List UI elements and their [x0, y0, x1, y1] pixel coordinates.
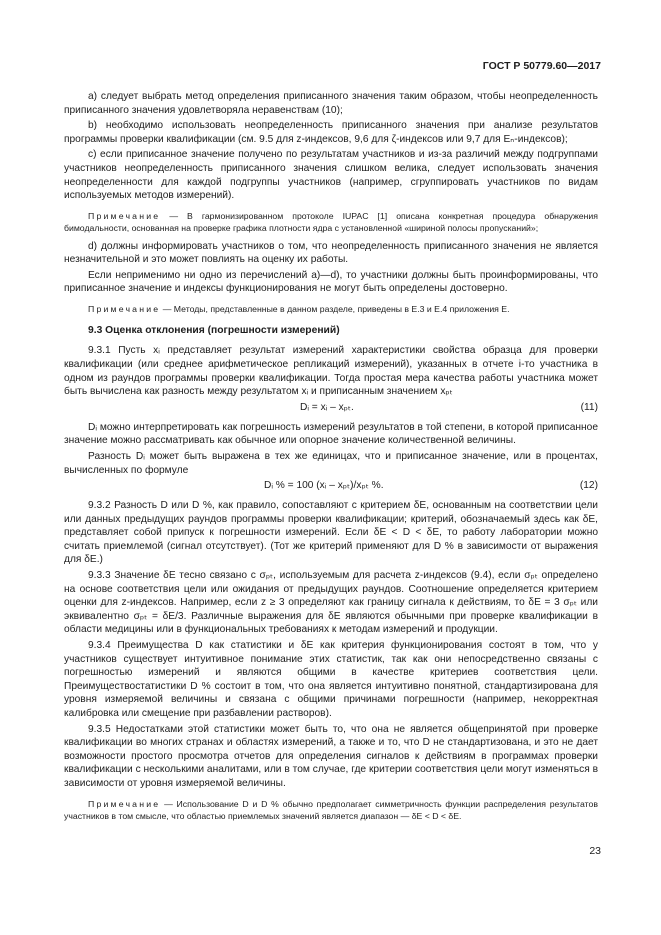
equation-number: (12) [579, 480, 598, 492]
paragraph-inform: Если неприменимо ни одно из перечислений а)—d), то участники должны быть проинформированы, что приписанное значение и индексы функционирования не могут быть определены достоверно. [64, 269, 598, 295]
paragraph-9-3-3: 9.3.3 Значение δE тесно связано с σₚₜ, используемым для расчета z-индексов (9.4), если σₚₜ определено на основе соответствия цели или ожидания от предыдущих раундов. Соотношение определяется критерием оценки для z-индексов. Например, если z ≥ 3 определяют как границу сигнала к действиям, то δE = 3 σₚₜ или эквивалентно σₚₜ = δE/3. Различные выражения для δE являются обычными при проверке квалификации в области медицины или в функциональных требованиях к методам измерений и продукции. [64, 570, 598, 636]
equation-12 [64, 479, 598, 496]
note-text: — Использование D и D % обычно предполагает симметричность функции распределения результатов участников в том смысле, что областью приемлемых значений является диапазон — δE < D < δE. [64, 798, 598, 821]
note-label: Примечание [88, 210, 161, 221]
note-symmetry [64, 798, 598, 823]
paragraph-9-3-5: 9.3.5 Недостатками этой статистики может быть то, что она не является общепринятой при проверке квалификации во многих странах и областях измерений, а также и то, что D не стандартизована, и это не дает возможности простого просмотра отчетов для определения сигналов к действиям в программах проверки квалификации с несколькими аналитами, или в том случае, где критерии соответствия цели могут изменяться в зависимости от уровня измеряемой величины. [64, 723, 598, 789]
paragraph-9-3-2: 9.3.2 Разность D или D %, как правило, сопоставляют с критерием δE, основанным на соответствии цели или данных предыдущих раундов программы проверки квалификации; критерий, обозначаемый здесь как δE, представляет собой припуск к погрешности измерений. Если δE < D < δE, то работу лаборатории можно считать приемлемой (сигнал отсутствует). (Тот же критерий применяют для D % в зависимости от выражения для δE.) [64, 500, 598, 566]
standard-header: ГОСТ Р 50779.60—2017 [482, 60, 601, 72]
page-number: 23 [589, 845, 601, 857]
item-b: b) необходимо использовать неопределенность приписанного значения при анализе результатов программы проверки квалификации (см. 9.5 для z-индексов, 9,6 для ζ-индексов или 9,7 для Eₙ-индексов); [64, 120, 598, 145]
note-label: Примечание [88, 303, 161, 314]
equation-formula: Dᵢ % = 100 (xᵢ – xₚₜ)/xₚₜ %. [264, 480, 384, 492]
equation-number: (11) [580, 401, 598, 413]
note-text: — Методы, представленные в данном разделе, приведены в Е.3 и Е.4 приложения Е. [160, 303, 510, 314]
paragraph-9-3-4: 9.3.4 Преимущества D как статистики и δE как критерия функционирования состоят в том, что у участников существует интуитивное понимание этих статистик, так как они непосредственно связаны с погрешностью измерений и являются общими в качестве критериев соответствия цели. Преимуществостатистики D % состоит в том, что она является интуитивно понятной, стандартизирована для уровня измеряемой величины и связана с общими причинами погрешности (например, некорректная калибровка или смещение при разбавлении растворов). [64, 640, 598, 719]
equation-formula: Dᵢ = xᵢ – xₚₜ. [300, 401, 354, 413]
paragraph-9-3-1: 9.3.1 Пусть xᵢ представляет результат измерений характеристики свойства образца для проверки квалификации (или среднее арифметическое репликаций измерений), указанных в отчете i-то участника в одном из раундов программы проверки квалификации. Тогда простая мера качества работы участника может быть вычислена как разность между результатом xᵢ и приписанным значением xₚₜ [64, 345, 598, 398]
equation-11 [64, 401, 598, 418]
note-text: — В гармонизированном протоколе IUPAC [1] описана конкретная процедура обнаружения бимодальности, основанная на проверке графика плотности ядра с установленной «шириной полосы пропусканий»; [64, 210, 598, 234]
paragraph-interpret: Dᵢ можно интерпретировать как погрешность измерений результатов в той степени, в которой приписанное значение можно рассматривать как обычное или опорное значение количественной величины. [64, 421, 598, 447]
item-c: c) если приписанное значение получено по результатам участников и из-за различий между подгруппами участников неопределенность приписанного значения слишком велика, следует использовать значения неопределенности для каждой подгруппы участников (например, сгруппировать участников по видам используемых методов измерений). [64, 149, 598, 202]
item-a: a) следует выбрать метод определения приписанного значения таким образом, чтобы неопределенность приписанного значения удовлетворяла неравенствам (10); [64, 91, 598, 116]
document-body [64, 90, 598, 827]
note-label: Примечание [88, 798, 161, 809]
item-d: d) должны информировать участников о том, что неопределенность приписанного значения не является незначительной и это может повлиять на оценку их работы. [64, 240, 598, 266]
note-bimodality [64, 210, 598, 235]
paragraph-percent: Разность Dᵢ может быть выражена в тех же единицах, что и приписанное значение, или в процентах, вычисленных по формуле [64, 450, 598, 476]
section-heading-9-3: 9.3 Оценка отклонения (погрешности измерений) [88, 325, 340, 337]
note-methods [64, 303, 598, 315]
